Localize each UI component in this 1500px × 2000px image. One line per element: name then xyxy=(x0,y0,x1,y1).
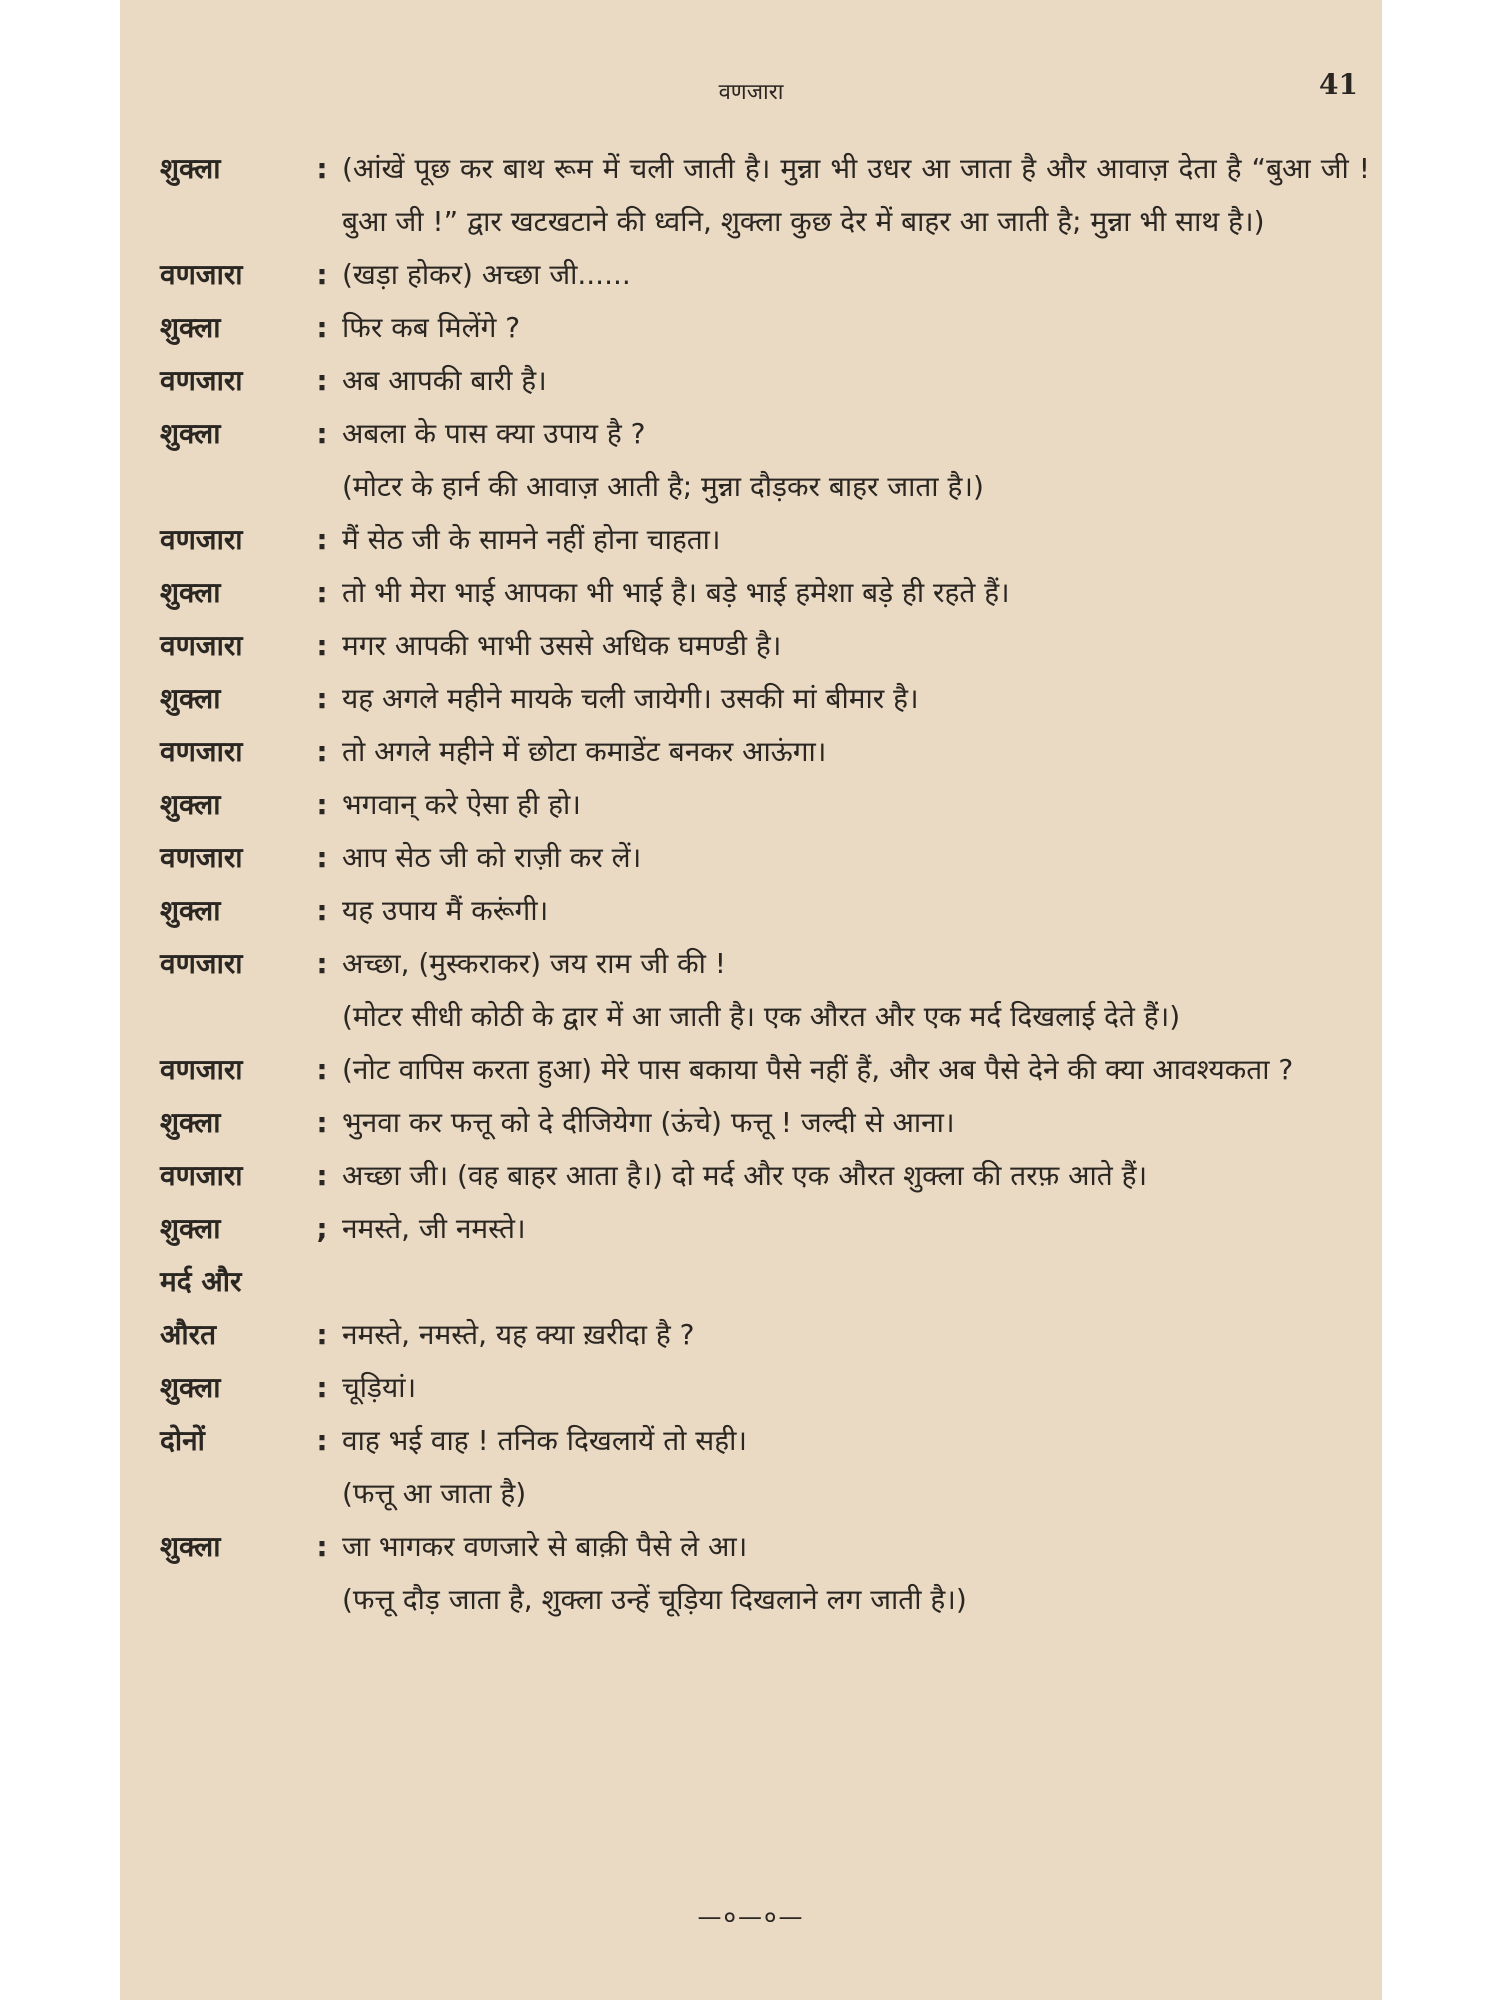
dialogue-line xyxy=(160,1202,1370,1255)
stage-direction: (फत्तू आ जाता है) xyxy=(342,1477,527,1510)
dialogue-line xyxy=(160,937,1370,990)
dialogue-line xyxy=(160,1043,1370,1096)
dialogue-line xyxy=(160,1361,1370,1414)
speaker-name: शुक्ला xyxy=(160,894,221,927)
dialogue-line xyxy=(160,672,1370,725)
speaker-name: शुक्ला xyxy=(160,788,221,821)
dialogue-text: अच्छा, (मुस्कराकर) जय राम जी की ! xyxy=(342,947,727,980)
dialogue-text: मैं सेठ जी के सामने नहीं होना चाहता। xyxy=(342,523,721,556)
page-header xyxy=(120,68,1382,108)
dialogue-line xyxy=(160,513,1370,566)
dialogue-text: भगवान् करे ऐसा ही हो। xyxy=(342,788,581,821)
dialogue-line xyxy=(160,1308,1370,1361)
speaker-name: शुक्ला xyxy=(160,311,221,344)
speaker-name: वणजारा xyxy=(160,841,243,874)
dialogue-line xyxy=(160,354,1370,407)
speaker-name: औरत xyxy=(160,1318,217,1351)
speaker-separator: : xyxy=(316,417,328,450)
speaker-name: शुक्ला xyxy=(160,1530,221,1563)
dialogue-text: तो भी मेरा भाई आपका भी भाई है। बड़े भाई हमेशा बड़े ही रहते हैं। xyxy=(342,576,1010,609)
speaker-separator: : xyxy=(316,947,328,980)
speaker-separator: : xyxy=(316,894,328,927)
speaker-name: शुक्ला xyxy=(160,682,221,715)
dialogue-text: आप सेठ जी को राज़ी कर लें। xyxy=(342,841,642,874)
dialogue-text: भुनवा कर फत्तू को दे दीजियेगा (ऊंचे) फत्तू ! जल्दी से आना। xyxy=(342,1106,955,1139)
speaker-separator: : xyxy=(316,735,328,768)
speaker-separator: : xyxy=(316,1371,328,1404)
dialogue-text: (खड़ा होकर) अच्छा जी...... xyxy=(342,258,631,291)
speaker-name: शुक्ला xyxy=(160,1371,221,1404)
page-number: 41 xyxy=(1319,68,1358,101)
book-page xyxy=(120,0,1382,2000)
speaker-separator: : xyxy=(316,258,328,291)
dialogue-text: मगर आपकी भाभी उससे अधिक घमण्डी है। xyxy=(342,629,782,662)
dialogue-text: चूड़ियां। xyxy=(342,1371,417,1404)
dialogue-line xyxy=(160,619,1370,672)
speaker-name: शुक्ला xyxy=(160,152,221,185)
dialogue-text: जा भागकर वणजारे से बाक़ी पैसे ले आ। xyxy=(342,1530,748,1563)
dialogue-text: यह उपाय मैं करूंगी। xyxy=(342,894,549,927)
speaker-name: मर्द और xyxy=(160,1265,242,1298)
stage-direction: (फत्तू दौड़ जाता है, शुक्ला उन्हें चूड़िया दिखलाने लग जाती है।) xyxy=(342,1583,967,1616)
speaker-name: वणजारा xyxy=(160,258,243,291)
dialogue-text: (आंखें पूछ कर बाथ रूम में चली जाती है। मुन्ना भी उधर आ जाता है और आवाज़ देता है “बुआ जी ! बुआ जी !” द्वार खटखटाने की ध्वनि, शुक्ला कुछ देर में बाहर आ जाती है; मुन्ना भी साथ है।) xyxy=(342,152,1370,238)
dialogue-text: वाह भई वाह ! तनिक दिखलायें तो सही। xyxy=(342,1424,747,1457)
dialogue-text: अबला के पास क्या उपाय है ? xyxy=(342,417,646,450)
dialogue-line xyxy=(160,1520,1370,1573)
dialogue-line xyxy=(160,248,1370,301)
dialogue-line xyxy=(160,1149,1370,1202)
speaker-name: वणजारा xyxy=(160,1159,243,1192)
dialogue-body xyxy=(160,142,1370,1626)
stage-direction: (मोटर के हार्न की आवाज़ आती है; मुन्ना दौड़कर बाहर जाता है।) xyxy=(342,470,984,503)
speaker-separator: : xyxy=(316,1053,328,1086)
dialogue-line xyxy=(160,884,1370,937)
speaker-separator: ; xyxy=(316,1212,328,1245)
dialogue-text: अच्छा जी। (वह बाहर आता है।) दो मर्द और एक औरत शुक्ला की तरफ़ आते हैं। xyxy=(342,1159,1148,1192)
speaker-name: वणजारा xyxy=(160,1053,243,1086)
speaker-separator: : xyxy=(316,523,328,556)
speaker-separator: : xyxy=(316,576,328,609)
speaker-separator: : xyxy=(316,682,328,715)
speaker-name: दोनों xyxy=(160,1424,205,1457)
dialogue-line xyxy=(160,831,1370,884)
speaker-name: वणजारा xyxy=(160,735,243,768)
dialogue-text: नमस्ते, जी नमस्ते। xyxy=(342,1212,526,1245)
dialogue-text: यह अगले महीने मायके चली जायेगी। उसकी मां बीमार है। xyxy=(342,682,919,715)
dialogue-text: तो अगले महीने में छोटा कमाडेंट बनकर आऊंगा। xyxy=(342,735,827,768)
speaker-separator: : xyxy=(316,1159,328,1192)
speaker-separator: : xyxy=(316,1530,328,1563)
dialogue-line xyxy=(160,1414,1370,1467)
speaker-separator: : xyxy=(316,1318,328,1351)
speaker-separator: : xyxy=(316,629,328,662)
speaker-name: वणजारा xyxy=(160,523,243,556)
speaker-separator: : xyxy=(316,152,328,185)
dialogue-text: (नोट वापिस करता हुआ) मेरे पास बकाया पैसे नहीं हैं, और अब पैसे देने की क्या आवश्यकता ? xyxy=(342,1053,1294,1086)
end-ornament: —०—०— xyxy=(697,1903,805,1931)
speaker-separator: : xyxy=(316,841,328,874)
dialogue-line xyxy=(160,142,1370,248)
dialogue-line xyxy=(160,725,1370,778)
speaker-name: वणजारा xyxy=(160,364,243,397)
stage-direction: (मोटर सीधी कोठी के द्वार में आ जाती है। एक औरत और एक मर्द दिखलाई देते हैं।) xyxy=(342,1000,1181,1033)
speaker-name: शुक्ला xyxy=(160,417,221,450)
speaker-separator: : xyxy=(316,1424,328,1457)
speaker-separator: : xyxy=(316,364,328,397)
speaker-name: शुक्ला xyxy=(160,1212,221,1245)
dialogue-line xyxy=(160,1255,1370,1308)
speaker-name: शुक्ला xyxy=(160,576,221,609)
speaker-separator: : xyxy=(316,1106,328,1139)
dialogue-line xyxy=(160,566,1370,619)
dialogue-text: नमस्ते, नमस्ते, यह क्या ख़रीदा है ? xyxy=(342,1318,695,1351)
speaker-name: शुक्ला xyxy=(160,1106,221,1139)
dialogue-text: फिर कब मिलेंगे ? xyxy=(342,311,521,344)
speaker-separator: : xyxy=(316,788,328,821)
dialogue-line xyxy=(160,1096,1370,1149)
dialogue-text: अब आपकी बारी है। xyxy=(342,364,547,397)
dialogue-line xyxy=(160,778,1370,831)
speaker-name: वणजारा xyxy=(160,629,243,662)
running-title: वणजारा xyxy=(718,80,784,105)
speaker-separator: : xyxy=(316,311,328,344)
speaker-name: वणजारा xyxy=(160,947,243,980)
dialogue-line xyxy=(160,407,1370,460)
dialogue-line xyxy=(160,301,1370,354)
